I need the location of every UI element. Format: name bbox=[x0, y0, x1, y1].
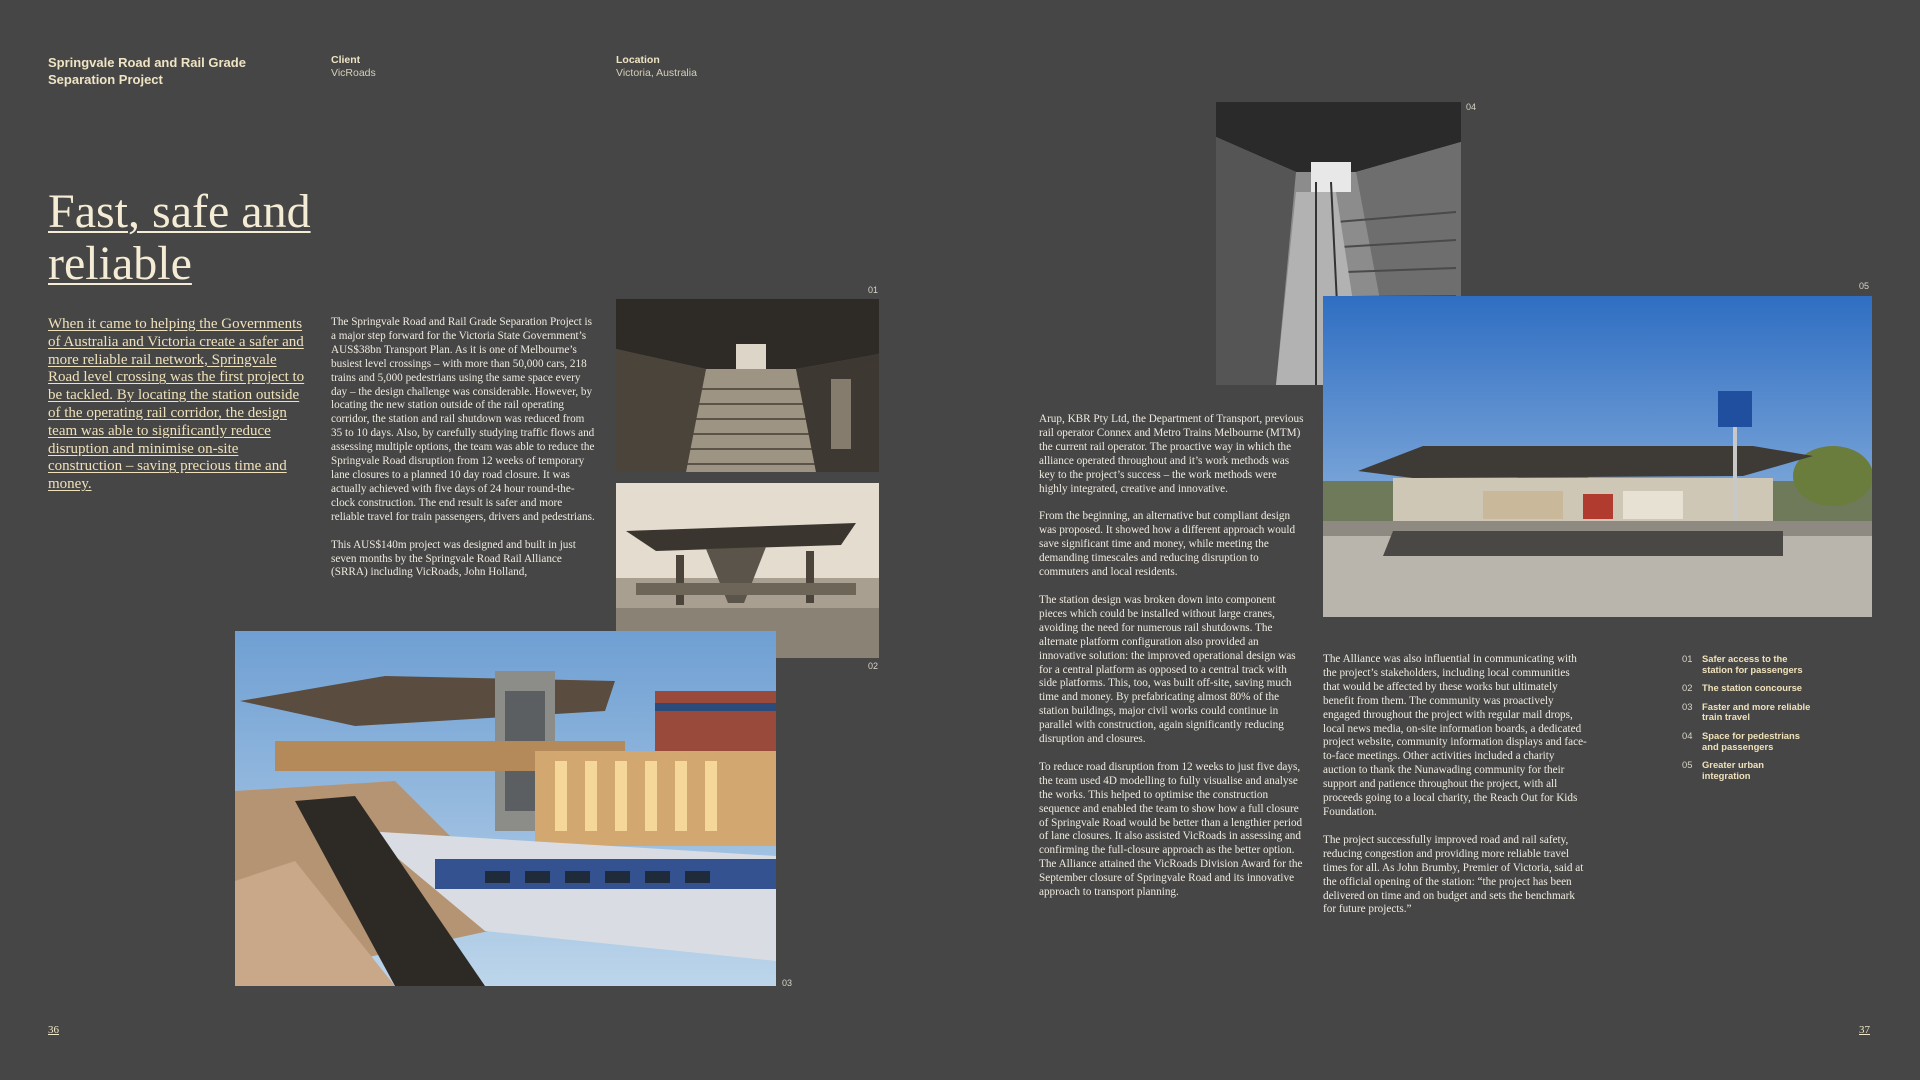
body-paragraph: To reduce road disruption from 12 weeks to just five days, the team used 4D modelling to fully visualise and analyse the works. This helped to optimise the construction sequence and enabled the team to show how a full closure of Springvale Road would be better than a lengthier period of lane closures. It also assisted VicRoads in assessing and confirming the full-closure approach as the better option. The Alliance attained the VicRoads Division Award for the September closure of Springvale Road and its innovative approach to transport planning. bbox=[1039, 760, 1303, 899]
caption-text: Faster and more reliable train travel bbox=[1702, 700, 1811, 723]
body-paragraph: Arup, KBR Pty Ltd, the Department of Transport, previous rail operator Connex and Metro Trains Melbourne (MTM) the current rail operator. The proactive way in which the alliance operated throughout and it’s work methods was key to the project’s success – the work methods were highly integrated, creative and innovative. bbox=[1039, 413, 1304, 495]
body-paragraph: The project successfully improved road and rail safety, reducing congestion and providing more reliable travel times for all. As John Brumby, Premier of Victoria, said at the official opening of the station: “the project has been delivered on time and on budget and sets the benchmark for future projects.” bbox=[1323, 833, 1584, 916]
figure-number: 03 bbox=[782, 978, 793, 988]
caption-list bbox=[1682, 654, 1812, 789]
figure-number: 02 bbox=[868, 661, 879, 671]
figure-number: 04 bbox=[1466, 102, 1477, 112]
body-column-3 bbox=[1323, 653, 1589, 931]
photo-stairway bbox=[616, 299, 879, 472]
caption-text: The station concourse bbox=[1702, 682, 1803, 694]
caption-text: Greater urban integration bbox=[1702, 759, 1764, 781]
page-number-left[interactable]: 36 bbox=[48, 1024, 59, 1036]
caption-text: Safer access to the station for passengers bbox=[1702, 653, 1803, 675]
caption-item bbox=[1682, 731, 1812, 752]
intro-paragraph[interactable]: When it came to helping the Governments of Australia and Victoria create a safer and more reliable rail network, Springvale Road level crossing was the first project to be tackled. By locating the station outside of the operating rail corridor, the design team was able to significantly reduce disruption and minimise on-site construction – saving precious time and money. bbox=[48, 316, 305, 493]
figure-number: 01 bbox=[868, 285, 879, 295]
figure-number: 05 bbox=[1859, 281, 1870, 291]
body-paragraph: The Springvale Road and Rail Grade Separation Project is a major step forward for the Victoria State Government’s AUS$38bn Transport Plan. As it is one of Melbourne’s busiest level crossings – with more than 50,000 cars, 218 trains and 5,000 pedestrians using the same space every day – the design challenge was considerable. However, by locating the new station outside of the rail operating corridor, the station and rail shutdown was reduced from 35 to 10 days. Also, by carefully studying traffic flows and assessing multiple options, the team was able to reduce the Springvale Road disruption from 12 weeks of temporary lane closures to a planned 10 day road closure. It was actually achieved with five days of 24 hour round-the-clock construction. The end result is safer and more reliable travel for train passengers, drivers and pedestrians. bbox=[331, 316, 595, 523]
caption-number: 05 bbox=[1682, 759, 1693, 771]
page-number-right[interactable]: 37 bbox=[1859, 1024, 1870, 1036]
caption-item bbox=[1682, 702, 1812, 723]
client-block bbox=[331, 54, 376, 80]
location-block bbox=[616, 54, 697, 80]
location-value: Victoria, Australia bbox=[616, 67, 697, 79]
caption-number: 04 bbox=[1682, 729, 1693, 741]
caption-number: 03 bbox=[1682, 700, 1693, 712]
body-paragraph: This AUS$140m project was designed and built in just seven months by the Springvale Road Rail Alliance (SRRA) including VicRoads, John Holland, bbox=[331, 538, 576, 579]
caption-item bbox=[1682, 760, 1812, 781]
headline[interactable]: Fast, safe and reliable bbox=[48, 185, 311, 290]
caption-number: 01 bbox=[1682, 653, 1693, 664]
client-label: Client bbox=[331, 54, 361, 66]
caption-item bbox=[1682, 683, 1812, 694]
body-paragraph: The Alliance was also influential in communicating with the project’s stakeholders, including local communities that would be affected by these works but ultimately benefit from them. The community was proactively engaged throughout the project with regular mail drops, local news media, on-site information boards, a dedicated project website, community information displays and face-to-face meetings. Other activities included a charity auction to thank the Nunawading community for their support and patience throughout the project, with all proceeds going to a local charity, the Reach Out for Kids Foundation. bbox=[1323, 653, 1587, 818]
project-title: Springvale Road and Rail Grade Separation Project bbox=[48, 55, 246, 87]
caption-item bbox=[1682, 654, 1812, 675]
photo-station-exterior bbox=[1323, 296, 1872, 617]
body-column-2 bbox=[1039, 413, 1305, 914]
body-paragraph: From the beginning, an alternative but compliant design was proposed. It showed how a different approach would save significant time and money, while meeting the demanding timescales and reducing disruption to commuters and local residents. bbox=[1039, 510, 1296, 579]
location-label: Location bbox=[616, 54, 660, 66]
caption-number: 02 bbox=[1682, 682, 1693, 694]
photo-train-station bbox=[235, 631, 776, 986]
client-value: VicRoads bbox=[331, 67, 376, 79]
body-column-1 bbox=[331, 316, 596, 594]
body-paragraph: The station design was broken down into component pieces which could be installed without large cranes, avoiding the need for numerous rail shutdowns. The alternate platform configuration also provided an innovative solution: the improved operational design was for a central platform as opposed to a central track with side platforms. This, too, was built off-site, saving much time and money. By prefabricating almost 80% of the station buildings, major civil works could continue in parallel with construction, again significantly reducing disruption and closures. bbox=[1039, 593, 1296, 746]
caption-text: Space for pedestrians and passengers bbox=[1702, 729, 1800, 752]
